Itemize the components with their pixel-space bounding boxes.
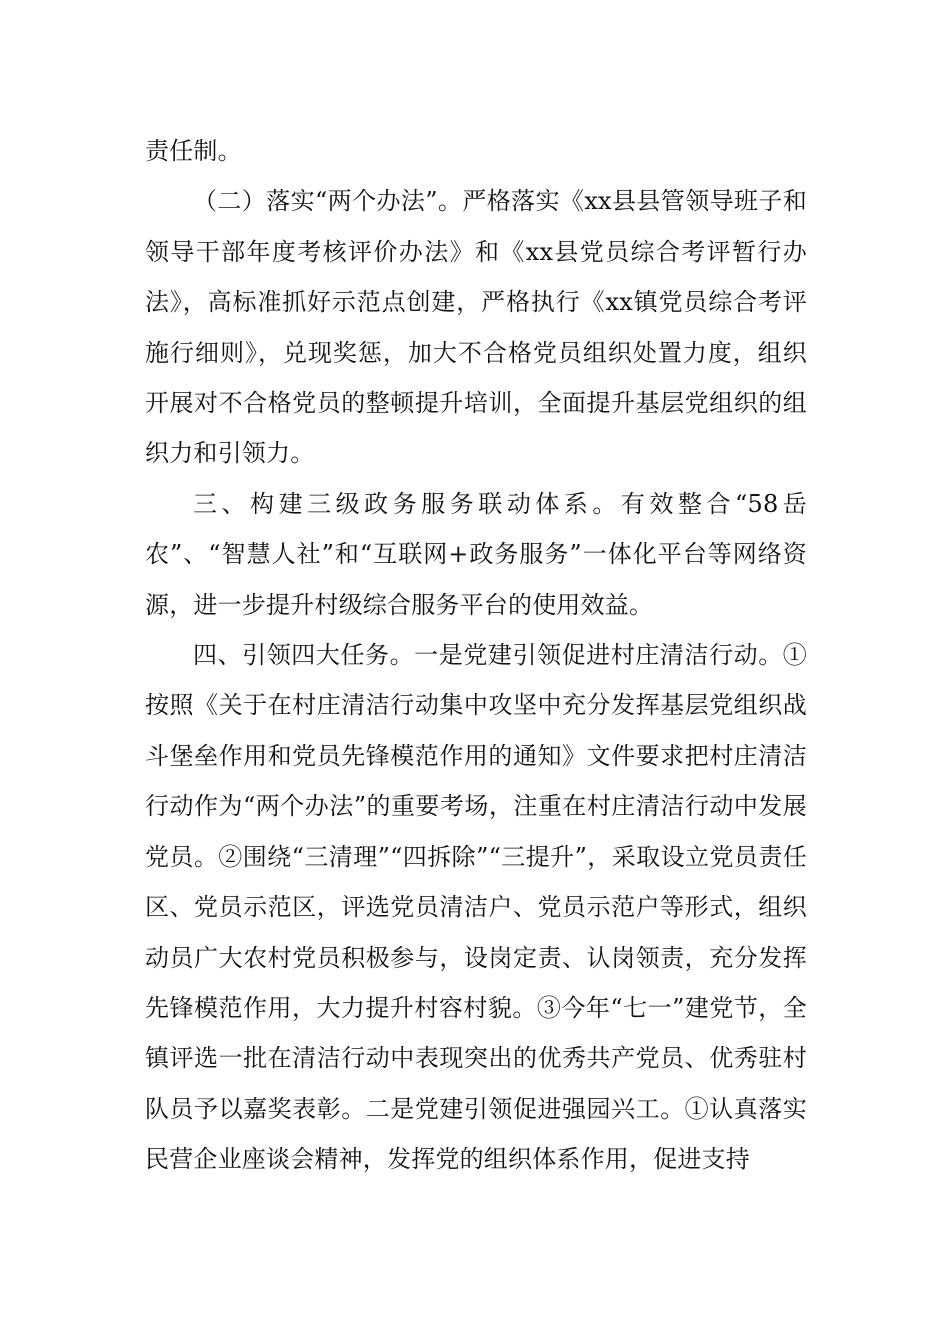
paragraph-continuation: 责任制。	[145, 137, 242, 165]
paragraph-section-three: 三、构建三级政务服务联动体系。有效整合“58岳农”、“智慧人社”和“互联网+政务服务”一体化平台等网络资源，进一步提升村级综合服务平台的使用效益。	[145, 489, 807, 619]
paragraph-two-measures: （二）落实“两个办法”。严格落实《xx县县管领导班子和领导干部年度考核评价办法》和《xx县党员综合考评暂行办法》，高标准抓好示范点创建，严格执行《xx镇党员综合考评施行细则》，兑现奖惩，加大不合格党员组织处置力度，组织开展对不合格党员的整顿提升培训，全面提升基层党组织的组织力和引领力。	[145, 187, 807, 468]
document-body	[145, 126, 807, 1185]
paragraph-section-four: 四、引领四大任务。一是党建引领促进村庄清洁行动。①按照《关于在村庄清洁行动集中攻坚中充分发挥基层党组织战斗堡垒作用和党员先锋模范作用的通知》文件要求把村庄清洁行动作为“两个办法”的重要考场，注重在村庄清洁行动中发展党员。②围绕“三清理”“四拆除”“三提升”，采取设立党员责任区、党员示范区，评选党员清洁户、党员示范户等形式，组织动员广大农村党员积极参与，设岗定责、认岗领责，充分发挥先锋模范作用，大力提升村容村貌。③今年“七一”建党节，全镇评选一批在清洁行动中表现突出的优秀共产党员、优秀驻村队员予以嘉奖表彰。二是党建引领促进强园兴工。①认真落实民营企业座谈会精神，发挥党的组织体系作用，促进支持	[145, 641, 807, 1174]
